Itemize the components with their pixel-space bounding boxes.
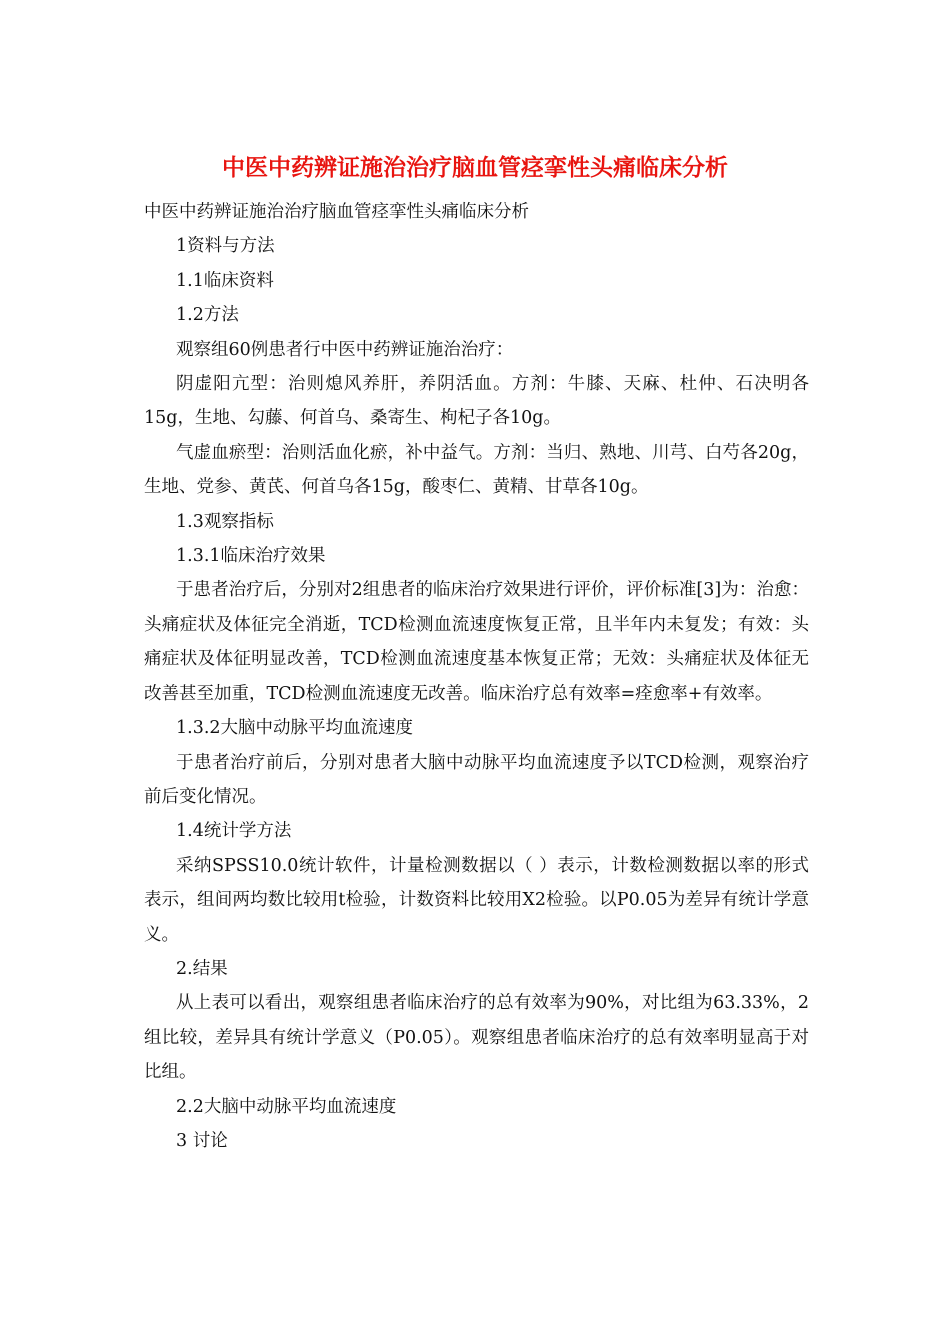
section-heading: 1.3.1临床治疗效果 xyxy=(176,546,326,567)
document-title: 中医中药辨证施治治疗脑血管痉挛性头痛临床分析 xyxy=(222,155,728,181)
body-paragraph: 观察组60例患者行中医中药辨证施治治疗： xyxy=(176,339,514,360)
section-heading: 1.1临床资料 xyxy=(176,270,274,291)
section-heading: 1.2方法 xyxy=(176,305,239,326)
section-heading: 1.4统计学方法 xyxy=(176,821,292,842)
body-paragraph: 于患者治疗前后，分别对患者大脑中动脉平均血流速度予以TCD检测，观察治疗前后变化情况。 xyxy=(144,752,809,807)
section-heading: 1.3.2大脑中动脉平均血流速度 xyxy=(176,718,414,739)
document-body xyxy=(144,195,809,1158)
body-paragraph: 从上表可以看出，观察组患者临床治疗的总有效率为90%，对比组为63.33%，2组比较，差异具有统计学意义（P0.05）。观察组患者临床治疗的总有效率明显高于对比组。 xyxy=(144,993,809,1083)
section-heading: 2.结果 xyxy=(176,958,228,979)
body-paragraph: 采纳SPSS10.0统计软件，计量检测数据以（ ）表示，计数检测数据以率的形式表示，组间两均数比较用t检验，计数资料比较用X2检验。以P0.05为差异有统计学意义。 xyxy=(144,855,809,945)
section-heading: 3 讨论 xyxy=(176,1130,228,1151)
body-paragraph: 于患者治疗后，分别对2组患者的临床治疗效果进行评价，评价标准[3]为：治愈：头痛症状及体征完全消逝，TCD检测血流速度恢复正常，且半年内未复发；有效：头痛症状及体征明显改善，TCD检测血流速度基本恢复正常；无效：头痛症状及体征无改善甚至加重，TCD检测血流速度无改善。临床治疗总有效率=痊愈率+有效率。 xyxy=(144,580,809,704)
section-heading: 2.2大脑中动脉平均血流速度 xyxy=(176,1096,397,1117)
body-paragraph: 气虚血瘀型：治则活血化瘀，补中益气。方剂：当归、熟地、川芎、白芍各20g，生地、党参、黄芪、何首乌各15g，酸枣仁、黄精、甘草各10g。 xyxy=(144,442,809,498)
section-heading: 1资料与方法 xyxy=(176,236,275,257)
subtitle-paragraph: 中医中药辨证施治治疗脑血管痉挛性头痛临床分析 xyxy=(144,202,529,222)
section-heading: 1.3观察指标 xyxy=(176,511,274,532)
body-paragraph: 阴虚阳亢型：治则熄风养肝，养阴活血。方剂：牛膝、天麻、杜仲、石决明各15g，生地、勾藤、何首乌、桑寄生、枸杞子各10g。 xyxy=(144,374,809,429)
